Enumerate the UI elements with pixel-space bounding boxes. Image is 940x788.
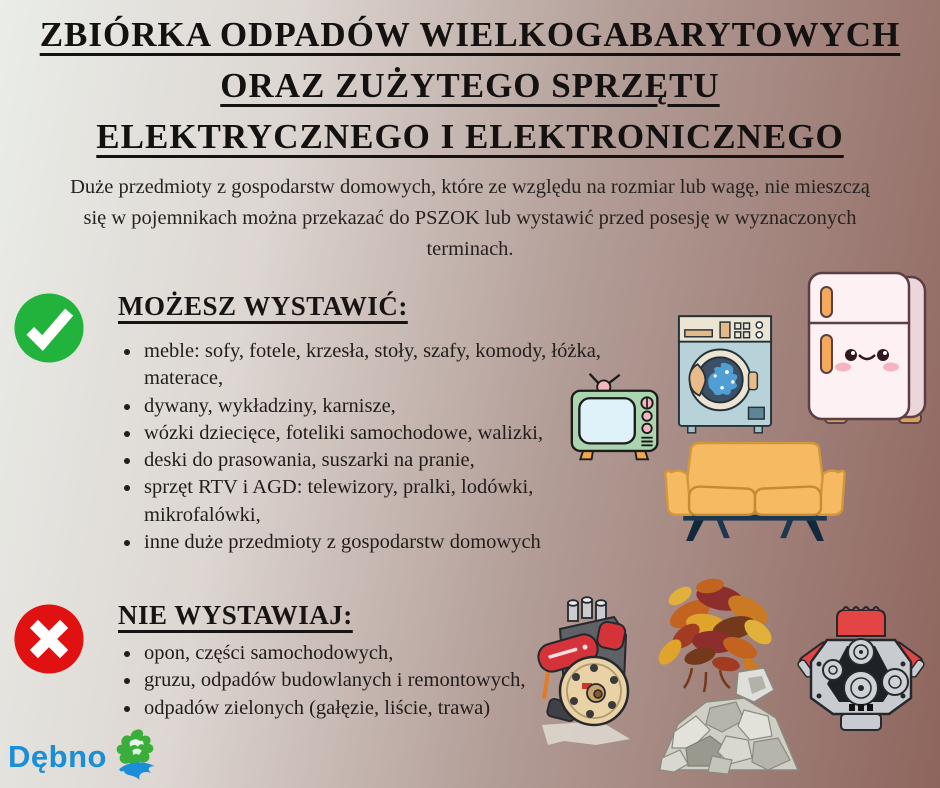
forbidden-heading: NIE WYSTAWIAJ: xyxy=(118,600,353,630)
forbidden-item: • opon, części samochodowych, xyxy=(142,640,642,667)
allowed-item: • sprzęt RTV i AGD: telewizory, pralki, lodówki, mikrofalówki, xyxy=(142,474,647,529)
debno-emblem-icon xyxy=(107,728,169,786)
forbidden-item: • gruzu, odpadów budowlanych i remontowych, xyxy=(142,667,642,694)
allowed-item: • wózki dziecięce, foteliki samochodowe, walizki, xyxy=(142,420,647,447)
retro-tv-illustration xyxy=(568,371,664,465)
washing-machine-illustration xyxy=(676,313,774,436)
page-title xyxy=(0,10,940,162)
v8-engine-illustration xyxy=(797,604,925,738)
title-line-2: ORAZ ZUŻYTEGO SPRZĘTU xyxy=(220,65,720,105)
fridge-illustration xyxy=(803,271,931,433)
x-circle-icon xyxy=(13,603,85,675)
car-engine-illustration xyxy=(534,595,638,747)
allowed-heading: MOŻESZ WYSTAWIĆ: xyxy=(118,291,408,321)
debno-logo xyxy=(8,728,169,786)
title-line-3: ELEKTRYCZNEGO I ELEKTRONICZNEGO xyxy=(96,116,844,156)
title-line-1: ZBIÓRKA ODPADÓW WIELKOGABARYTOWYCH xyxy=(39,15,901,54)
forbidden-item: • odpadów zielonych (gałęzie, liście, trawa) xyxy=(142,695,642,722)
intro-paragraph: Duże przedmioty z gospodarstw domowych, które ze względu na rozmiar lub wagę, nie mieszczą się w pojemnikach można przekazać do PSZOK lub wystawić przed posesję w wyznaczonych terminach. xyxy=(70,176,870,260)
allowed-item: • dywany, wykładziny, karnisze, xyxy=(142,393,647,420)
allowed-item: • deski do prasowania, suszarki na pranie, xyxy=(142,447,647,474)
allowed-item: • meble: sofy, fotele, krzesła, stoły, szafy, komody, łóżka, materace, xyxy=(142,338,647,393)
sofa-illustration xyxy=(658,441,852,543)
allowed-item: • inne duże przedmioty z gospodarstw domowych xyxy=(142,529,647,556)
logo-text: Dębno xyxy=(8,739,107,774)
rubble-pile-illustration xyxy=(652,652,802,776)
check-circle-icon xyxy=(13,292,85,364)
